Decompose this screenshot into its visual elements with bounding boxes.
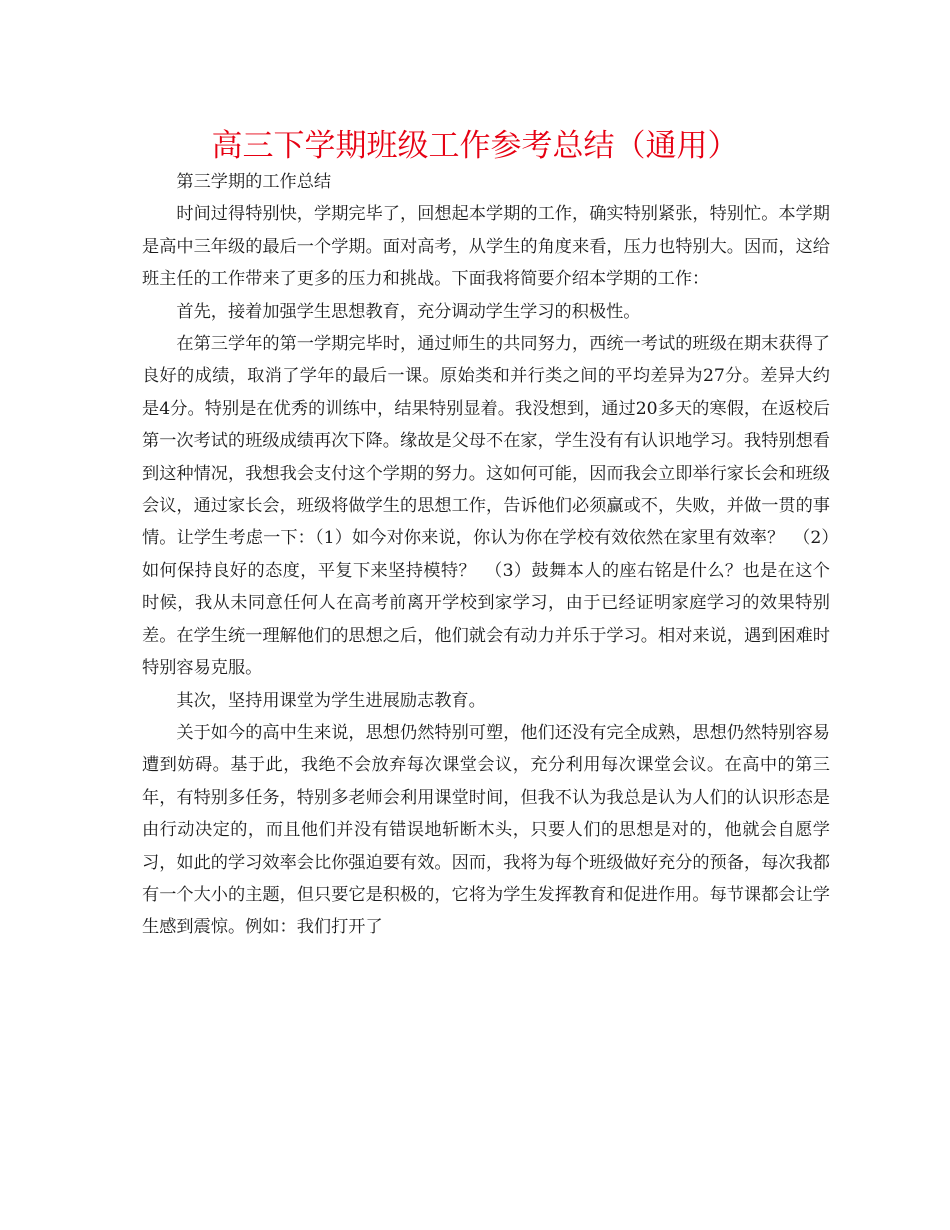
paragraph-first-detail: 在第三学年的第一学期完毕时，通过师生的共同努力，西统一考试的班级在期末获得了良好的成绩，取消了学年的最后一课。原始类和并行类之间的平均差异为27分。差异大约是4分。特别是在优秀的训练中，结果特别显着。我没想到，通过20多天的寒假，在返校后第一次考试的班级成绩再次下降。缘故是父母不在家，学生没有有认识地学习。我特别想看到这种情况，我想我会支付这个学期的努力。这如何可能，因而我会立即举行家长会和班级会议，通过家长会，班级将做学生的思想工作，告诉他们必须赢或不，失败，并做一贯的事情。让学生考虑一下：（1）如今对你来说，你认为你在学校有效依然在家里有效率？ （2）如何保持良好的态度，平复下来坚持模特？ （3）鼓舞本人的座右铭是什么？也是在这个时候，我从未同意任何人在高考前离开学校到家学习，由于已经证明家庭学习的效果特别差。在学生统一理解他们的思想之后，他们就会有动力并乐于学习。相对来说，遇到困难时特别容易克服。 <box>142 334 830 679</box>
paragraph-heading-second: 其次，坚持用课堂为学生进展励志教育。 <box>176 690 486 711</box>
paragraph-second-detail: 关于如今的高中生来说，思想仍然特别可塑，他们还没有完全成熟，思想仍然特别容易遭到妨碍。基于此，我绝不会放弃每次课堂会议，充分利用每次课堂会议。在高中的第三年，有特别多任务，特别多老师会利用课堂时间，但我不认为我总是认为人们的认识形态是由行动决定的，而且他们并没有错误地斩断木头，只要人们的思想是对的，他就会自愿学习，如此的学习效率会比你强迫要有效。因而，我将为每个班级做好充分的预备，每次我都有一个大小的主题，但只要它是积极的，它将为学生发挥教育和促进作用。每节课都会让学生感到震惊。例如：我们打开了 <box>142 722 830 938</box>
paragraph-intro: 时间过得特别快，学期完毕了，回想起本学期的工作，确实特别紧张，特别忙。本学期是高中三年级的最后一个学期。面对高考，从学生的角度来看，压力也特别大。因而，这给班主任的工作带来了更多的压力和挑战。下面我将简要介绍本学期的工作： <box>142 204 830 290</box>
paragraph-heading-first: 首先，接着加强学生思想教育，充分调动学生学习的积极性。 <box>176 301 641 322</box>
document-body <box>142 166 830 944</box>
document-title: 高三下学期班级工作参考总结（通用） <box>211 128 739 164</box>
paragraph-subtitle: 第三学期的工作总结 <box>176 172 332 192</box>
